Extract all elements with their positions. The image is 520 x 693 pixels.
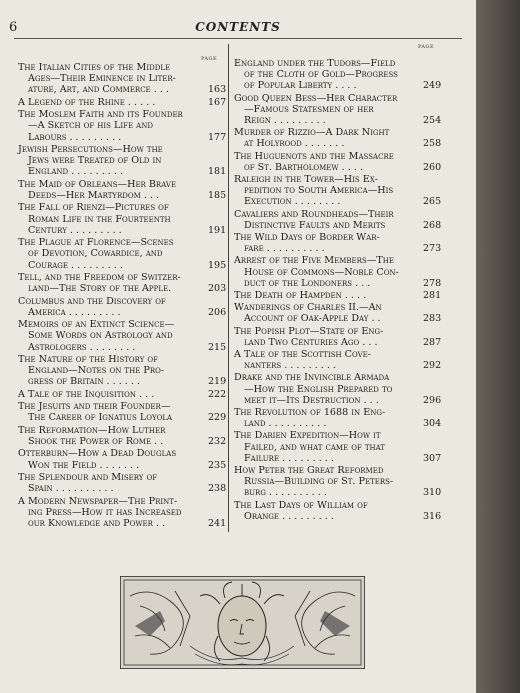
toc-entry-line: of the Cloth of Gold—Progress	[244, 69, 398, 81]
page-number: 6	[9, 20, 18, 35]
toc-page-number: 181	[208, 166, 227, 178]
toc-entry	[234, 127, 442, 150]
toc-page-number: 258	[423, 138, 442, 150]
toc-entry-line: Russia—Building of St. Peters-	[244, 476, 394, 488]
toc-entry-line: Won the Field . . . . . . .	[28, 459, 140, 471]
toc-entry-line: The Fall of Rienzi—Pictures of	[18, 202, 169, 214]
toc-entry	[234, 407, 442, 430]
toc-entry	[18, 319, 227, 353]
toc-entry-line: Raleigh in the Tower—His Ex-	[234, 174, 378, 185]
toc-entry-line: House of Commons—Noble Con-	[244, 266, 399, 278]
toc-entry-line: Memoirs of an Extinct Science—	[18, 319, 175, 331]
toc-entry	[234, 174, 442, 208]
toc-entry-line: —How the English Prepared to	[244, 383, 393, 395]
toc-entry-line: Murder of Rizzio—A Dark Night	[234, 127, 390, 139]
toc-entry	[234, 92, 442, 127]
toc-entry-line: The Nature of the History of	[18, 354, 158, 365]
toc-entry-line: Century . . . . . . . . .	[28, 224, 122, 236]
toc-entry-line: Drake and the Invincible Armada	[234, 372, 390, 384]
toc-entry	[234, 430, 442, 464]
toc-entry-line: Columbus and the Discovery of	[18, 295, 166, 307]
toc-entry-line: Arrest of the Five Members—The	[234, 255, 394, 267]
toc-entry-line: The Darien Expedition—How it	[234, 430, 381, 442]
toc-page-number: 185	[208, 189, 227, 201]
toc-entry-line: The Plague at Florence—Scenes	[18, 237, 174, 249]
toc-page-number: 260	[423, 161, 442, 173]
toc-entry-line: Execution . . . . . . . .	[244, 196, 341, 208]
toc-entry	[234, 290, 442, 301]
toc-page-number: 278	[423, 277, 442, 289]
adjacent-page-edge	[476, 0, 520, 693]
toc-entry-line: Distinctive Faults and Merits	[244, 219, 386, 231]
toc-entry-line: Courage . . . . . . . . .	[28, 259, 123, 271]
toc-entry-line: Labours . . . . . . . . .	[28, 131, 122, 143]
toc-entry	[18, 109, 227, 143]
toc-entry-line: nanters . . . . . . . . .	[244, 360, 337, 372]
toc-entry-line: gress of Britain . . . . . .	[28, 376, 141, 388]
toc-entry	[18, 202, 227, 236]
toc-entry-line: —Famous Statesmen of her	[244, 103, 374, 115]
toc-entry	[234, 302, 442, 325]
toc-entry-line: duct of the Londoners . . .	[244, 277, 371, 289]
toc-page-number: 222	[208, 388, 227, 400]
toc-entry-line: The Wild Days of Border War-	[234, 232, 380, 243]
toc-entry-line: Orange . . . . . . . . .	[244, 510, 334, 522]
page-column-label-right: PAGE	[418, 44, 435, 50]
toc-entry	[18, 237, 227, 271]
toc-entry-line: The Moslem Faith and its Founder	[18, 109, 183, 121]
toc-entry-line: Otterburn—How a Dead Douglas	[18, 448, 177, 460]
toc-entry	[18, 62, 227, 96]
toc-entry	[18, 448, 227, 471]
toc-entry-line: The Splendour and Misery of	[18, 472, 158, 483]
toc-page-number: 219	[208, 376, 227, 388]
toc-entry-line: —A Sketch of his Life and	[28, 120, 153, 132]
toc-page-number: 307	[423, 452, 442, 464]
toc-entry-line: land—The Story of the Apple.	[28, 283, 172, 295]
toc-page-number: 203	[208, 283, 227, 295]
toc-entry-line: meet it—Its Destruction . . .	[244, 394, 379, 406]
toc-entry-line: Failure . . . . . . . . .	[244, 452, 334, 464]
toc-page-number: 287	[423, 336, 442, 348]
toc-page-number: 215	[208, 341, 227, 353]
toc-page-number: 232	[208, 435, 227, 447]
toc-page-number: 235	[208, 459, 227, 471]
toc-page-number: 283	[423, 313, 442, 325]
toc-entry	[234, 349, 442, 372]
toc-entry	[18, 354, 227, 388]
toc-page-number: 249	[423, 80, 442, 92]
ornament-illustration	[120, 576, 365, 669]
toc-entry-line: A Legend of the Rhine . . . . .	[18, 96, 156, 108]
toc-entry-line: at Holyrood . . . . . . .	[244, 138, 345, 150]
toc-entry-line: Reign . . . . . . . . .	[244, 115, 326, 126]
toc-entry	[234, 372, 442, 406]
toc-entry	[18, 144, 227, 178]
toc-entry-line: burg . . . . . . . . . .	[244, 487, 327, 499]
toc-entry-line: ing Press—How it has Increased	[28, 506, 182, 518]
toc-entry-line: Account of Oak-Apple Day . .	[244, 313, 381, 325]
toc-page-number: 254	[423, 114, 442, 126]
toc-entry-line: A Modern Newspaper—The Print-	[18, 495, 178, 507]
toc-entry-line: The Death of Hampden . . . .	[234, 290, 367, 301]
toc-entry-line: Some Words on Astrology and	[28, 330, 173, 342]
toc-entry	[234, 255, 442, 289]
toc-entry-line: Jews were Treated of Old in	[28, 155, 162, 167]
toc-entry-line: The Italian Cities of the Middle	[18, 62, 171, 73]
toc-entry	[18, 495, 227, 530]
toc-entry-line: of St. Bartholomew . . . .	[244, 161, 364, 173]
toc-entry-line: Roman Life in the Fourteenth	[28, 213, 171, 225]
toc-entry	[18, 272, 227, 295]
toc-page-number: 273	[423, 243, 442, 255]
toc-entry	[18, 96, 227, 108]
toc-entry-line: fare . . . . . . . . . .	[244, 243, 325, 255]
toc-entry-line: Cavaliers and Roundheads—Their	[234, 208, 394, 220]
toc-entry-line: Wanderings of Charles II.—An	[234, 302, 382, 314]
toc-entry	[18, 401, 227, 424]
toc-entry-line: pedition to South America—His	[244, 185, 394, 197]
toc-entry-line: England under the Tudors—Field	[234, 58, 396, 69]
toc-entry-line: Good Queen Bess—Her Character	[234, 92, 398, 104]
toc-page-number: 292	[423, 360, 442, 372]
toc-entry-line: A Tale of the Scottish Cove-	[234, 349, 372, 360]
toc-entry-line: land Two Centuries Ago . . .	[244, 336, 378, 348]
toc-entry-line: England . . . . . . . . .	[28, 166, 124, 178]
toc-entry-line: Tell, and the Freedom of Switzer-	[18, 272, 181, 283]
toc-entry-line: of Popular Liberty . . . .	[244, 80, 357, 92]
toc-entry-line: The Last Days of William of	[234, 499, 368, 511]
toc-page-number: 296	[423, 394, 442, 406]
toc-entry-line: Spain . . . . . . . . . .	[28, 483, 114, 495]
toc-entry-line: The Reformation—How Luther	[18, 424, 166, 436]
toc-entry-line: How Peter the Great Reformed	[234, 465, 384, 476]
toc-page-number: 163	[208, 84, 227, 96]
toc-page-number: 268	[423, 219, 442, 231]
toc-entry	[18, 178, 227, 201]
toc-entry	[18, 424, 227, 447]
toc-page-number: 310	[423, 487, 442, 499]
toc-page-number: 281	[423, 290, 442, 301]
toc-entry	[234, 208, 442, 231]
toc-entry-line: Failed, and what came of that	[244, 441, 385, 453]
toc-page-number: 316	[423, 510, 442, 522]
toc-entry-line: The Jesuits and their Founder—	[18, 401, 171, 413]
header-rule	[14, 38, 462, 39]
toc-page-number: 229	[208, 412, 227, 424]
toc-entry-line: The Huguenots and the Massacre	[234, 150, 394, 162]
toc-entry-line: of Devotion, Cowardice, and	[28, 248, 163, 260]
toc-entry-line: America . . . . . . . . .	[28, 306, 121, 318]
toc-entry-line: Deeds—Her Martyrdom . . .	[28, 190, 160, 201]
column-divider	[228, 44, 229, 532]
toc-entry-line: ature, Art, and Commerce . . .	[28, 84, 169, 96]
toc-entry	[234, 499, 442, 522]
toc-entry-line: Jewish Persecutions—How the	[18, 144, 163, 155]
toc-entry	[234, 325, 442, 348]
toc-page-number: 206	[208, 306, 227, 318]
toc-entry	[234, 465, 442, 499]
toc-entry-line: Ages—Their Eminence in Liter-	[28, 73, 176, 85]
page-column-label-left: PAGE	[201, 56, 218, 62]
toc-page-number: 195	[208, 259, 227, 271]
toc-page-number: 191	[208, 224, 227, 236]
toc-entry-line: England—Notes on the Pro-	[28, 365, 165, 377]
toc-entry	[18, 388, 227, 400]
toc-entry	[18, 295, 227, 318]
toc-entry-line: Astrologers . . . . . . . .	[28, 341, 136, 353]
page-title: CONTENTS	[195, 20, 281, 34]
toc-page-number: 241	[208, 517, 227, 529]
toc-entry	[234, 58, 442, 92]
toc-entry-line: The Popish Plot—State of Eng-	[234, 325, 384, 337]
toc-entry	[18, 472, 227, 495]
toc-page-number: 265	[423, 196, 442, 208]
toc-entry-line: The Maid of Orleans—Her Brave	[18, 178, 177, 190]
toc-entry-line: land . . . . . . . . . .	[244, 418, 327, 430]
toc-entry	[234, 232, 442, 255]
toc-page-number: 238	[208, 483, 227, 495]
toc-entry-line: The Career of Ignatius Loyola	[28, 412, 173, 424]
toc-entry-line: our Knowledge and Power . .	[28, 518, 166, 529]
toc-page-number: 304	[423, 418, 442, 430]
toc-page-number: 167	[208, 96, 227, 108]
toc-entry-line: The Revolution of 1688 in Eng-	[234, 407, 386, 418]
toc-entry-line: Shook the Power of Rome . .	[28, 436, 164, 447]
toc-page-number: 177	[208, 131, 227, 143]
toc-entry	[234, 150, 442, 173]
toc-entry-line: A Tale of the Inquisition . . .	[18, 388, 155, 400]
